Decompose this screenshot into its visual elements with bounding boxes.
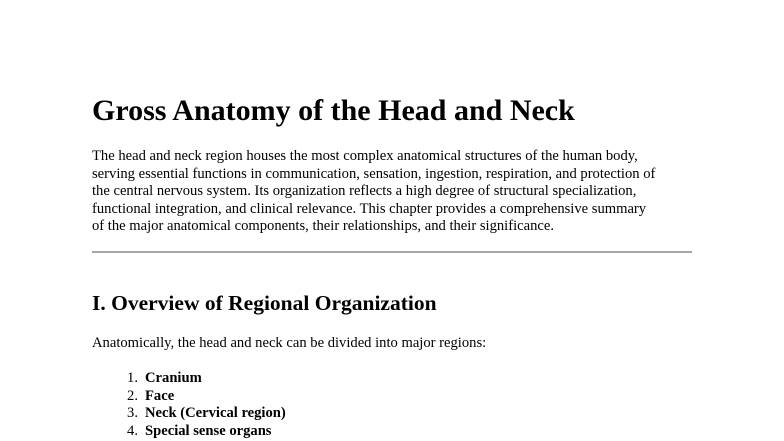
regions-list: [92, 370, 286, 440]
list-item-label: Neck (Cervical region): [145, 405, 286, 421]
document-title: Gross Anatomy of the Head and Neck: [92, 94, 575, 127]
section-heading: I. Overview of Regional Organization: [92, 291, 437, 315]
list-item-number: 2 .: [92, 388, 138, 406]
list-item-number: 1 .: [92, 370, 138, 388]
list-item-number: 4 .: [92, 423, 138, 441]
list-item-number: 3 .: [92, 405, 138, 423]
intro-line: serving essential functions in communication, sensation, ingestion, respiration, and protection of: [92, 165, 656, 182]
section-lead-text: Anatomically, the head and neck can be divided into major regions:: [92, 335, 487, 351]
list-item: [92, 423, 286, 441]
intro-paragraph: [92, 148, 692, 236]
intro-line: the central nervous system. Its organization reflects a high degree of structural specialization,: [92, 183, 637, 200]
list-item-label: Cranium: [145, 370, 202, 386]
intro-line: The head and neck region houses the most complex anatomical structures of the human body,: [92, 148, 638, 164]
list-item: [92, 370, 286, 388]
list-item-label: Face: [145, 387, 175, 404]
list-item-label: Special sense organs: [145, 422, 272, 439]
list-item: [92, 405, 286, 423]
list-item: [92, 388, 286, 406]
section-divider: [92, 251, 692, 253]
intro-line: functional integration, and clinical relevance. This chapter provides a comprehensive summary: [92, 200, 647, 217]
intro-line: of the major anatomical components, their relationships, and their significance.: [92, 218, 554, 235]
